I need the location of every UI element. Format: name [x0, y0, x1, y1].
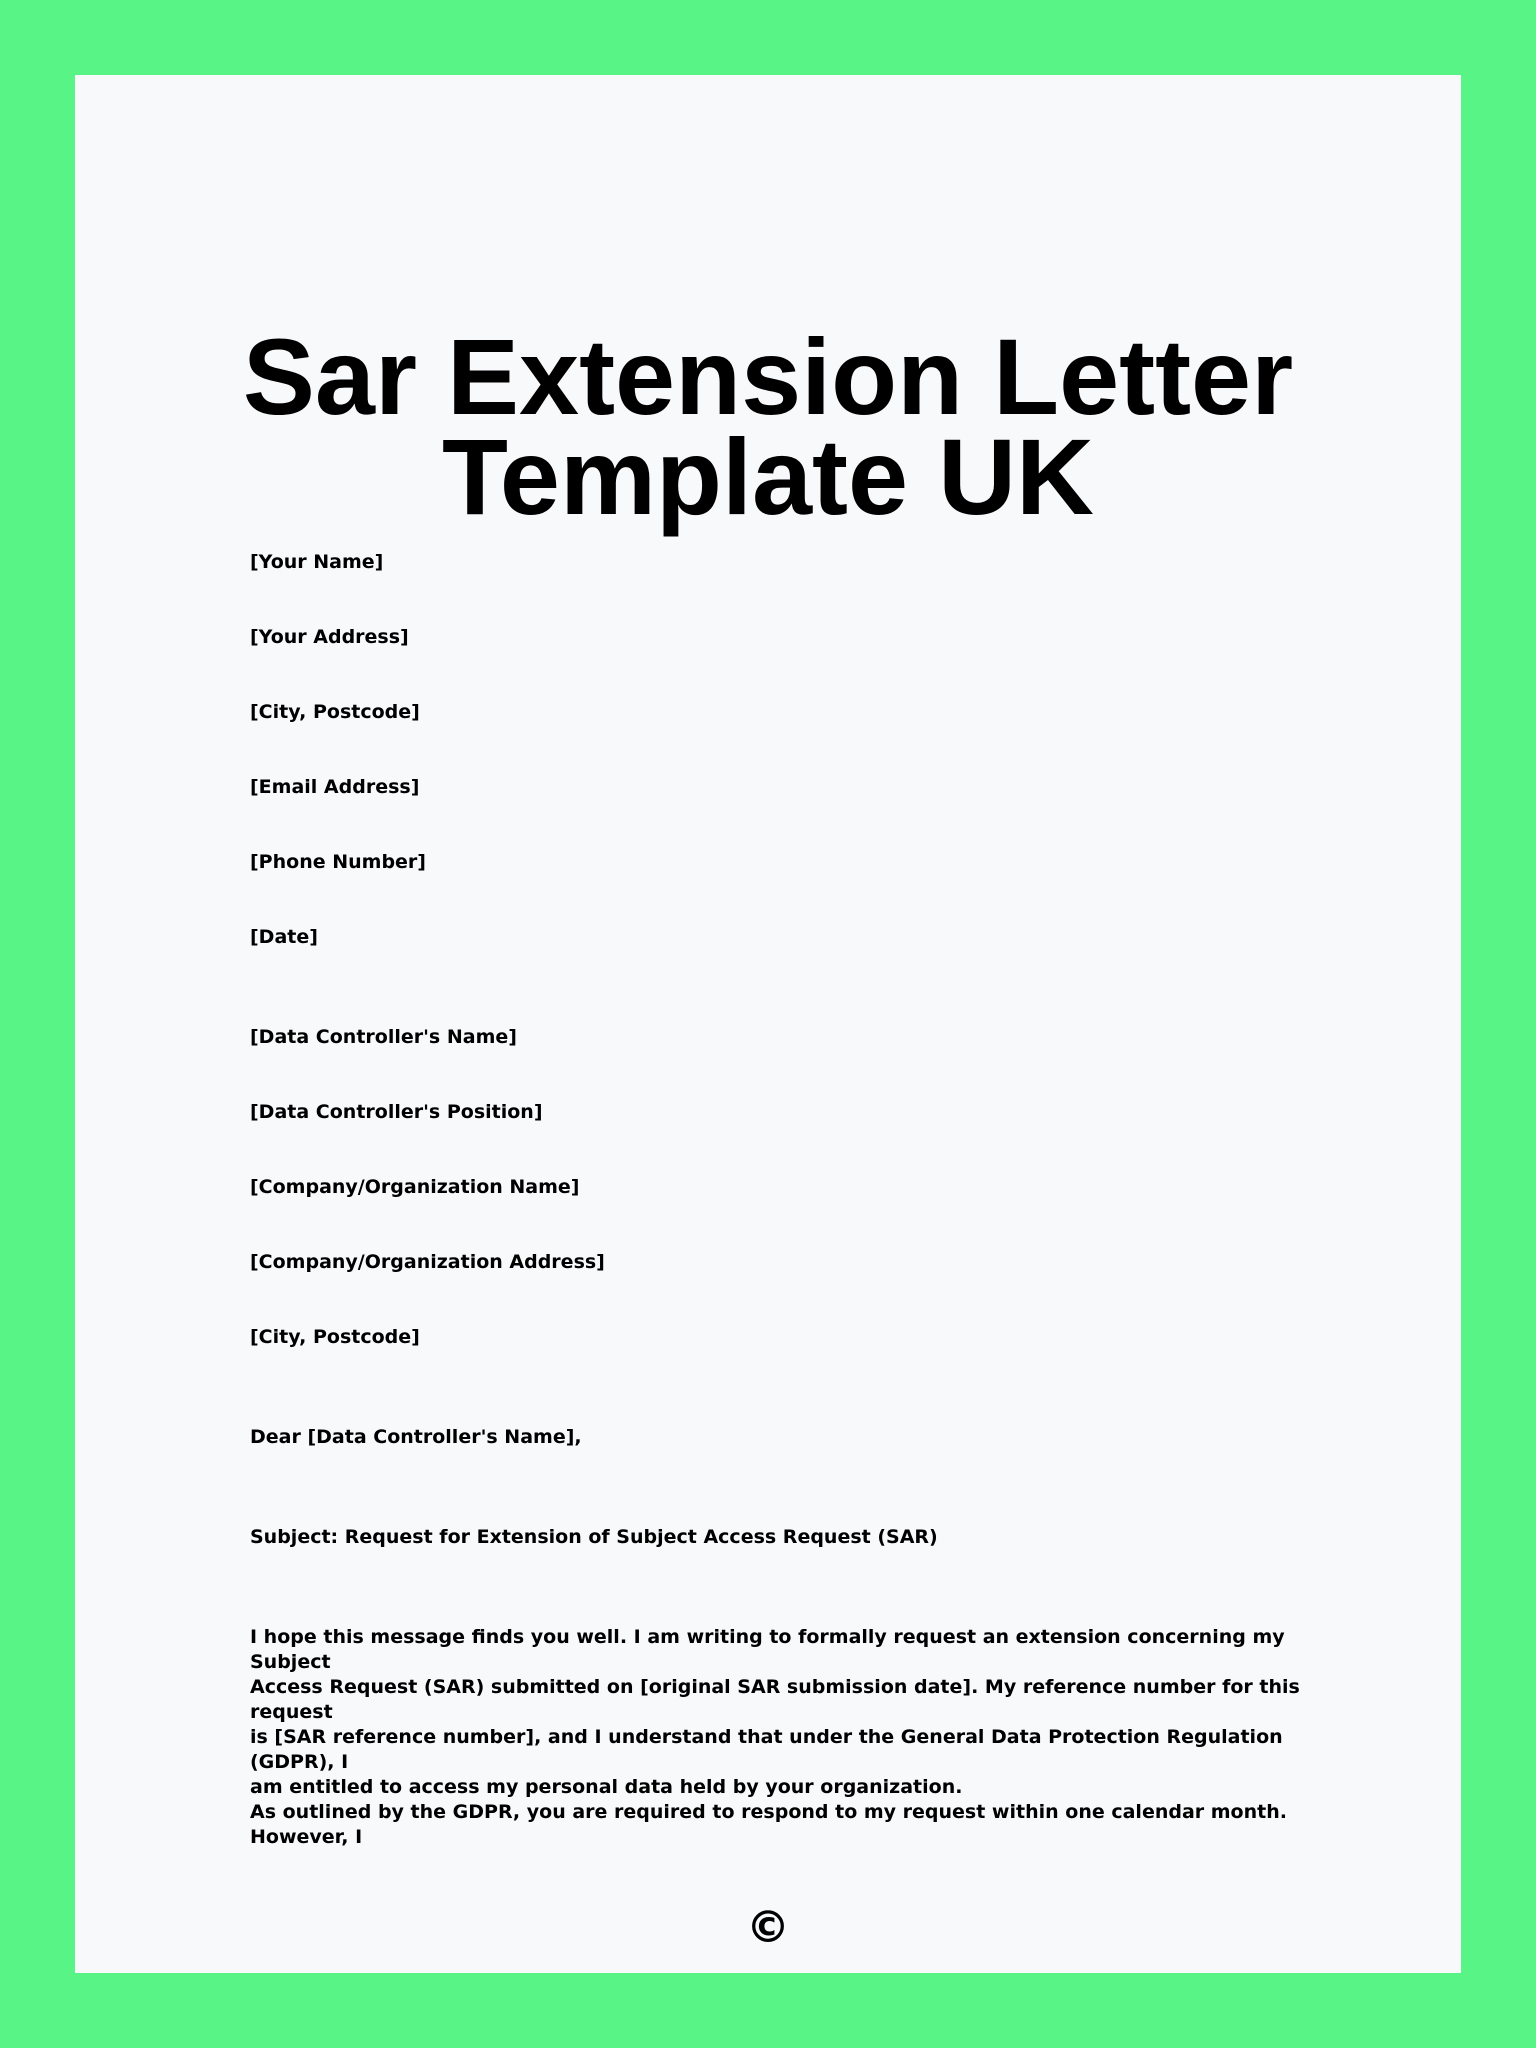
paragraph-1-line: I hope this message finds you well. I am writing to formally request an extension concerning my Subject [250, 1626, 1285, 1673]
paragraph-1 [250, 1625, 1360, 1800]
subject-line: Subject: Request for Extension of Subject Access Request (SAR) [250, 1526, 938, 1548]
title-line-2: Template UK [441, 416, 1095, 537]
recipient-position: [Data Controller's Position] [250, 1101, 543, 1123]
sender-address: [Your Address] [250, 626, 409, 648]
paragraph-1-line: is [SAR reference number], and I understand that under the General Data Protection Regulation (GDPR), I [250, 1726, 1283, 1773]
paragraph-1-line: Access Request (SAR) submitted on [original SAR submission date]. My reference number for this request [250, 1676, 1300, 1723]
sender-phone: [Phone Number] [250, 851, 426, 873]
sender-city-postcode: [City, Postcode] [250, 701, 420, 723]
copyright-icon: © [746, 1902, 790, 1953]
page-title [75, 316, 1461, 537]
recipient-company: [Company/Organization Name] [250, 1176, 580, 1198]
title-line-1: Sar Extension Letter [242, 316, 1294, 437]
letter-date: [Date] [250, 926, 318, 948]
sender-name: [Your Name] [250, 551, 384, 573]
paragraph-2: As outlined by the GDPR, you are required to respond to my request within one calendar month. However, I [250, 1801, 1287, 1848]
salutation: Dear [Data Controller's Name], [250, 1426, 582, 1448]
recipient-company-address: [Company/Organization Address] [250, 1251, 605, 1273]
sender-email: [Email Address] [250, 776, 420, 798]
recipient-city-postcode: [City, Postcode] [250, 1326, 420, 1348]
recipient-name: [Data Controller's Name] [250, 1026, 517, 1048]
letter-page [75, 75, 1461, 1973]
paragraph-1-line: am entitled to access my personal data held by your organization. [250, 1776, 963, 1798]
